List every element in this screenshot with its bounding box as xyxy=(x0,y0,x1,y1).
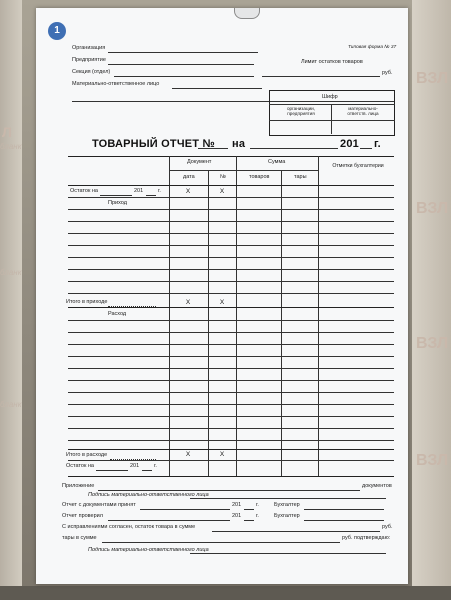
cipher-title: Шифр xyxy=(322,94,338,100)
balance-on-label: Остаток на xyxy=(70,188,98,194)
report-sheet xyxy=(36,8,408,584)
tare-sum-field[interactable] xyxy=(102,542,340,543)
table-row-line xyxy=(68,320,394,321)
table-row-line xyxy=(68,245,394,246)
organization-label: Организация xyxy=(72,45,106,51)
report-title: ТОВАРНЫЙ ОТЧЕТ № xyxy=(92,138,215,150)
cipher-line xyxy=(269,104,395,105)
background-logo: ВЗЛ xyxy=(416,335,449,352)
background-right-strip xyxy=(412,0,451,600)
x-mark: X xyxy=(219,451,225,458)
page-badge: 1 xyxy=(48,22,66,40)
table-row-line xyxy=(68,416,394,417)
documents-label: документов xyxy=(362,483,392,489)
cipher-line xyxy=(269,120,395,121)
checked-label: Отчет проверил xyxy=(62,513,103,519)
header-bottom-border xyxy=(68,185,394,186)
checked-year-field[interactable] xyxy=(244,520,254,521)
accountant-label-2: Бухгалтер xyxy=(274,513,300,519)
table-row-line xyxy=(68,428,394,429)
total-rashod-label: Итого в расходе xyxy=(66,452,108,458)
report-with-docs-field[interactable] xyxy=(140,509,230,510)
sign-person-label: Подпись материально-ответственного лица xyxy=(88,492,209,498)
responsible-label: Материально-ответственное лицо xyxy=(72,81,160,87)
balance-end-g: г. xyxy=(154,463,157,469)
table-row-line xyxy=(68,392,394,393)
report-with-docs-g: г. xyxy=(256,502,259,508)
section-field[interactable] xyxy=(114,76,254,77)
table-row-line xyxy=(68,332,394,333)
cipher-person: материально-ответств. лица xyxy=(347,106,379,116)
background-logo-sub: бланк xyxy=(0,142,22,151)
table-row-line xyxy=(68,197,394,198)
table-row-line xyxy=(68,356,394,357)
responsible-field[interactable] xyxy=(172,88,262,89)
x-mark: X xyxy=(219,188,225,195)
stock-limit-rub: руб. xyxy=(382,70,393,76)
sign-person-field[interactable] xyxy=(190,498,386,499)
col-tare: тары xyxy=(294,174,307,180)
table-row-line xyxy=(68,344,394,345)
table-row-line xyxy=(68,404,394,405)
col-number: № xyxy=(220,174,226,180)
sheet-clip xyxy=(234,8,260,19)
col-marks: Отметки бухгалтерии xyxy=(332,163,384,169)
sign-person-field-2[interactable] xyxy=(190,553,386,554)
form-number: Типовая форма № 37 xyxy=(348,45,397,50)
section-hint: (отдел) xyxy=(92,69,111,75)
table-row-line xyxy=(68,440,394,441)
table-row-line xyxy=(68,221,394,222)
background-left-strip xyxy=(0,0,22,600)
background-logo: ВЗЛ xyxy=(416,200,449,217)
report-year: 201 xyxy=(340,138,359,150)
report-year-field[interactable] xyxy=(360,148,372,149)
total-prihod-label: Итого в приходе xyxy=(66,299,108,305)
report-g: г. xyxy=(374,138,381,150)
section-label: Секция xyxy=(72,69,91,75)
col-document: Документ xyxy=(187,159,212,165)
table-row-line xyxy=(68,460,394,461)
prihod-total-border xyxy=(68,307,394,308)
enterprise-label: Предприятие xyxy=(72,57,106,63)
balance-year: 201 xyxy=(134,188,144,194)
rashod-label: Расход xyxy=(108,311,127,317)
x-mark: X xyxy=(185,451,191,458)
agree-label: С исправлениями согласен, остаток товара в сумме xyxy=(62,524,196,530)
background-logo: ВЗЛ xyxy=(416,70,449,87)
confirm-label: руб. подтверждаю: xyxy=(342,535,391,541)
rashod-total-border xyxy=(68,449,394,450)
x-mark: X xyxy=(185,188,191,195)
accountant-field-2[interactable] xyxy=(304,520,384,521)
cipher-divider xyxy=(331,104,332,134)
x-mark: X xyxy=(185,299,191,306)
background-logo-sub: бланк xyxy=(0,268,22,277)
balance-g: г. xyxy=(158,188,161,194)
balance-end-year-field[interactable] xyxy=(142,470,152,471)
table-row-line xyxy=(68,269,394,270)
balance-on-date-field[interactable] xyxy=(100,195,132,196)
cipher-org: организации, предприятия xyxy=(286,106,316,116)
col-goods: товаров xyxy=(249,174,270,180)
table-row-line xyxy=(68,257,394,258)
table-bottom-border xyxy=(68,476,394,477)
balance-end-date-field[interactable] xyxy=(96,470,128,471)
accountant-label: Бухгалтер xyxy=(274,502,300,508)
stock-limit-label: Лимит остатков товаров xyxy=(301,59,363,65)
tare-sum-label: тары в сумме xyxy=(62,535,97,541)
agree-sum-field[interactable] xyxy=(212,531,380,532)
table-row-line xyxy=(68,281,394,282)
checked-year: 201 xyxy=(232,513,242,519)
report-title-na: на xyxy=(232,138,246,150)
organization-field[interactable] xyxy=(108,52,258,53)
table-row-line xyxy=(68,293,394,294)
accountant-field[interactable] xyxy=(304,509,384,510)
table-row-line xyxy=(68,368,394,369)
col-summa: Сумма xyxy=(268,159,286,165)
attachment-label: Приложение xyxy=(62,483,95,489)
background-logo: Л xyxy=(2,124,12,140)
background-logo: ВЗЛ xyxy=(416,452,449,469)
report-with-docs-label: Отчет с документами принят xyxy=(62,502,136,508)
report-with-docs-year: 201 xyxy=(232,502,242,508)
table-row-line xyxy=(68,233,394,234)
table-row-line xyxy=(68,380,394,381)
x-mark: X xyxy=(219,299,225,306)
stock-limit-field[interactable] xyxy=(262,76,380,77)
header-sub-line xyxy=(169,170,318,171)
table-row-line xyxy=(68,209,394,210)
sign-person-label-2: Подпись материально-ответственного лица xyxy=(88,547,209,553)
checked-g: г. xyxy=(256,513,259,519)
report-number-field[interactable] xyxy=(198,148,228,149)
balance-end-label: Остаток на xyxy=(66,463,94,469)
attachment-field[interactable] xyxy=(98,490,360,491)
col-date: дата xyxy=(183,174,195,180)
checked-field[interactable] xyxy=(108,520,230,521)
balance-end-year: 201 xyxy=(130,463,140,469)
table-top-border xyxy=(68,156,394,157)
enterprise-field[interactable] xyxy=(108,64,254,65)
report-date-field[interactable] xyxy=(250,148,338,149)
col-line-number-left xyxy=(208,170,209,476)
report-with-docs-year-field[interactable] xyxy=(244,509,254,510)
background-logo-sub: бланк xyxy=(0,400,22,409)
balance-year-field[interactable] xyxy=(146,195,156,196)
background-bottom-strip xyxy=(0,586,451,600)
agree-rub: руб. xyxy=(382,524,393,530)
prihod-label: Приход xyxy=(108,200,127,206)
col-line-tare-left xyxy=(281,170,282,476)
